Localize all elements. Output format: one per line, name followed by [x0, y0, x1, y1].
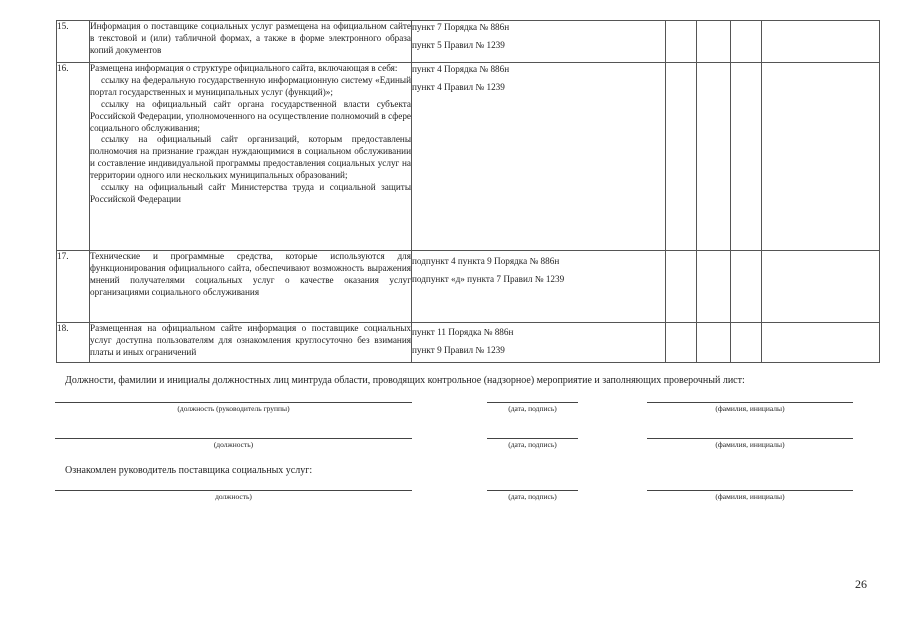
name-label: (фамилия, инициалы) — [715, 492, 785, 501]
date-signature-label: (дата, подпись) — [508, 404, 557, 413]
answer-cell[interactable] — [697, 323, 731, 363]
date-signature-line[interactable] — [487, 438, 578, 439]
row-number: 16. — [57, 63, 90, 251]
answer-cell[interactable] — [731, 251, 762, 323]
name-line[interactable] — [647, 402, 853, 403]
requirement-text: Размещена информация о структуре официального сайта, включающая в себя: ссылку на федеральную государственную информационную систему «Единый портал государственных и муниципальных услуг (функций)»; ссылку на официальный сайт органа государственной власти субъекта Российской Федерации, уполномоченного на осуществление полномочий в сфере социального обслуживания; ссылку на официальный сайт организаций, которым предоставлены полномочия на признание граждан нуждающимися в социальном обслуживании и составление индивидуальной программы предоставления социальных услуг на территории одного или нескольких муниципальных образований; ссылку на официальный сайт Министерства труда и социальной защиты Российской Федерации — [90, 63, 412, 251]
answer-cell[interactable] — [731, 21, 762, 63]
date-signature-label: (дата, подпись) — [508, 492, 557, 501]
answer-cell[interactable] — [697, 21, 731, 63]
position-label: (должность) — [213, 440, 254, 449]
note-cell[interactable] — [762, 323, 880, 363]
answer-cell[interactable] — [666, 63, 697, 251]
answer-cell[interactable] — [666, 323, 697, 363]
date-signature-line[interactable] — [487, 402, 578, 403]
row-number: 18. — [57, 323, 90, 363]
note-cell[interactable] — [762, 63, 880, 251]
row-number: 15. — [57, 21, 90, 63]
position-label: должность) — [215, 492, 252, 501]
table-row — [57, 63, 880, 251]
requirement-text: Информация о поставщике социальных услуг размещена на официальном сайте в текстовой и (или) табличной формах, а также в форме электронного образа копий документов — [90, 21, 412, 63]
legal-reference: пункт 11 Порядка № 886н пункт 9 Правил № 1239 — [412, 323, 666, 363]
position-line[interactable] — [55, 490, 412, 491]
date-signature-line[interactable] — [487, 490, 578, 491]
signatories-caption: Должности, фамилии и инициалы должностных лиц минтруда области, проводящих контрольное (надзорное) мероприятие и заполняющих проверочный лист: — [65, 375, 745, 386]
note-cell[interactable] — [762, 251, 880, 323]
note-cell[interactable] — [762, 21, 880, 63]
answer-cell[interactable] — [697, 251, 731, 323]
answer-cell[interactable] — [666, 21, 697, 63]
acknowledgement-caption: Ознакомлен руководитель поставщика социальных услуг: — [65, 465, 313, 476]
answer-cell[interactable] — [666, 251, 697, 323]
requirement-text: Размещенная на официальном сайте информация о поставщике социальных услуг доступна пользователям для ознакомления круглосуточно без взимания платы и иных ограничений — [90, 323, 412, 363]
position-line[interactable] — [55, 438, 412, 439]
table-row — [57, 251, 880, 323]
row-number: 17. — [57, 251, 90, 323]
name-line[interactable] — [647, 490, 853, 491]
table-row — [57, 323, 880, 363]
name-line[interactable] — [647, 438, 853, 439]
position-label: (должность (руководитель группы) — [177, 404, 290, 413]
requirement-text: Технические и программные средства, которые используются для функционирования официального сайта, обеспечивают возможность выражения мнений получателями социальных услуг о качестве оказания услуг организациями социального обслуживания — [90, 251, 412, 323]
legal-reference: пункт 7 Порядка № 886н пункт 5 Правил № 1239 — [412, 21, 666, 63]
answer-cell[interactable] — [697, 63, 731, 251]
date-signature-label: (дата, подпись) — [508, 440, 557, 449]
checklist-table — [56, 20, 880, 363]
legal-reference: пункт 4 Порядка № 886н пункт 4 Правил № 1239 — [412, 63, 666, 251]
position-line[interactable] — [55, 402, 412, 403]
table-row — [57, 21, 880, 63]
page-number: 26 — [855, 577, 867, 591]
answer-cell[interactable] — [731, 323, 762, 363]
legal-reference: подпункт 4 пункта 9 Порядка № 886н подпункт «д» пункта 7 Правил № 1239 — [412, 251, 666, 323]
name-label: (фамилия, инициалы) — [715, 440, 785, 449]
answer-cell[interactable] — [731, 63, 762, 251]
name-label: (фамилия, инициалы) — [715, 404, 785, 413]
